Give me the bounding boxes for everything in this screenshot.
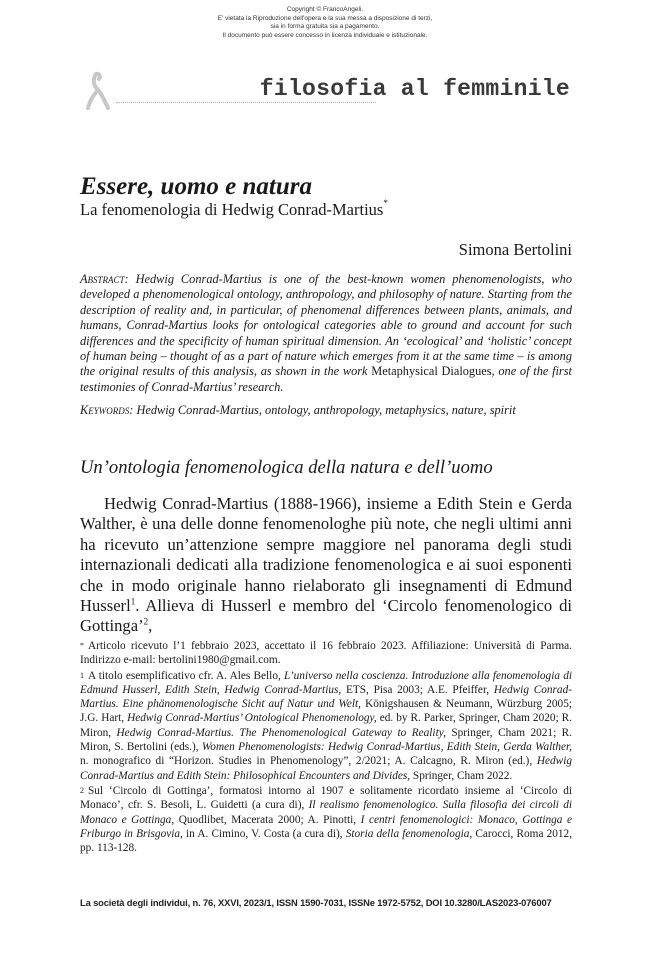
footnote-text: Quodlibet, Macerata 2000; A. Pinotti,: [178, 813, 357, 826]
keywords-label: Keywords:: [80, 403, 134, 417]
footnote-title: Women Phenomenologists: Hedwig Conrad-Martius, Edith Stein, Gerda Walther,: [201, 741, 572, 754]
decorative-figure-icon: [80, 70, 114, 110]
footnote-text: Springer, Cham 2022.: [412, 769, 513, 782]
footnote-1: [80, 669, 572, 783]
abstract-work-title: Metaphysical Dialogues,: [371, 364, 495, 379]
journal-section-header: [72, 70, 584, 112]
article-title: Essere, uomo e natura: [80, 173, 312, 200]
paragraph: [80, 494, 572, 637]
abstract-label: Abstract:: [80, 272, 129, 286]
body-text: [80, 494, 572, 637]
section-name: filosofia al femminile: [259, 76, 570, 102]
paragraph-text: ,: [148, 616, 153, 636]
footnote-text: Sul ‘Circolo di Gottinga’, formatosi intorno al 1907 e solitamente ricordato insieme al ‘Circolo di Monaco’, cfr. S. Besoli, L. Guidetti (a cura di),: [80, 784, 572, 812]
article-author: Simona Bertolini: [458, 240, 572, 259]
footnote-title: Hedwig Conrad-Martius and Edith Stein: Philosophical Encounters and Divides,: [80, 755, 572, 782]
paragraph-text: . Allieva di Husserl e membro del ‘Circolo fenomenologico di Gottinga’: [80, 596, 572, 636]
footnote-mark: 2: [80, 785, 84, 795]
header-dotted-rule: [116, 102, 376, 103]
footnote-ref[interactable]: 2: [143, 616, 149, 627]
footnote-text: in A. Cimino, V. Costa (a cura di),: [186, 827, 343, 840]
footnote-title: L’universo nella coscienza. Introduzione alla fenomenologia di Edmund Husserl, Edith Stein, Hedwig Conrad-Martius,: [80, 669, 572, 696]
footnote-2: [80, 784, 572, 855]
footnote-text: A titolo esemplificativo cfr. A. Ales Bello,: [88, 669, 281, 682]
footnote-title: Hedwig Conrad-Martius. Eine phänomenologische Sicht auf Natur und Welt,: [80, 683, 572, 711]
footnote-star: [80, 639, 572, 668]
footnote-title: Storia della fenomenologia,: [345, 827, 473, 840]
article-subtitle: [80, 200, 388, 220]
footnote-mark: *: [80, 641, 84, 650]
footnote-title: Il realismo fenomenologico. Sulla filosofia dei circoli di Monaco e Gottinga,: [80, 799, 573, 826]
footnote-text: ETS, Pisa 2003; A.E. Pfeiffer,: [345, 683, 490, 696]
keywords: [80, 403, 572, 418]
footnote-title: Hedwig Conrad-Martius’ Ontological Phenomenology,: [127, 712, 377, 725]
footnote-mark: 1: [80, 670, 84, 680]
footnotes: [80, 639, 572, 856]
footnote-title: Hedwig Conrad-Martius. The Phenomenological Gateway to Reality,: [116, 726, 446, 739]
footnote-text: Königshausen & Neumann, Würzburg 2005; J.G. Hart,: [80, 698, 572, 725]
footnote-ref[interactable]: 1: [130, 596, 136, 607]
copyright-notice: [0, 6, 650, 40]
footnote-text: Articolo ricevuto l’1 febbraio 2023, accettato il 16 febbraio 2023. Affiliazione: Università di Parma. Indirizzo e-mail: bertolini1980@gmail.com.: [80, 640, 572, 667]
journal-citation-footer: La società degli individui, n. 76, XXVI, 2023/1, ISSN 1590-7031, ISSNe 1972-5752, DOI 10.3280/LAS2023-076007: [80, 897, 552, 908]
copyright-line: Copyright © FrancoAngeli.: [286, 6, 364, 13]
subtitle-text: La fenomenologia di Hedwig Conrad-Martius: [80, 200, 384, 219]
keywords-text: Hedwig Conrad-Martius, ontology, anthropology, metaphysics, nature, spirit: [136, 403, 516, 417]
abstract-text: Hedwig Conrad-Martius is one of the best-known women phenomenologists, who developed a phenomenological ontology, anthropology, and philosophy of nature. Starting from the description of reality and, in particular, of phenomenal differences between plants, animals, and humans, Conrad-Martius looks for ontological categories able to ground and account for such differences and the specificity of human spiritual dimension. An ‘ecological’ and ‘holistic’ concept of human being – thought of as a part of nature which emerges from it at the same time – is among the original results of this analysis, as shown in the work: [80, 272, 572, 379]
abstract-text-end: one of the first testimonies of Conrad-Martius’ research.: [80, 364, 572, 394]
footnote-text: Carocci, Roma 2012, pp. 113-128.: [80, 827, 573, 855]
footnote-text: ed. by R. Parker, Springer, Cham 2020; R. Miron,: [80, 712, 573, 739]
footnote-text: n. monografico di “Horizon. Studies in Phenomenology”, 2/2021; A. Calcagno, R. Miron (ed.),: [80, 755, 533, 768]
abstract: [80, 272, 572, 395]
subtitle-footnote-mark: *: [383, 198, 388, 208]
copyright-line: Il documento può essere concesso in licenza individuale e istituzionale.: [222, 31, 428, 39]
footnote-title: I centri fenomenologici: Monaco, Gottinga e Friburgo in Brisgovia,: [80, 813, 573, 840]
footnote-text: Springer, Cham 2021; R. Miron, S. Bertolini (eds.),: [80, 726, 573, 754]
paragraph-text: Hedwig Conrad-Martius (1888-1966), insieme a Edith Stein e Gerda Walther, è una delle donne fenomenologhe più note, che negli ultimi anni ha ricevuto un’attenzione sempre maggiore nel panorama degli studi internazionali dedicati alla tradizione fenomenologica e ai suoi esponenti che in modo originale hanno rielaborato gli insegnamenti di Edmund Husserl: [80, 494, 572, 616]
section-heading: Un’ontologia fenomenologica della natura e dell’uomo: [80, 457, 493, 478]
copyright-line: sia in forma gratuita sia a pagamento.: [270, 23, 380, 31]
copyright-line: E' vietata la Riproduzione dell'opera e la sua messa a disposizione di terzi,: [217, 14, 433, 22]
